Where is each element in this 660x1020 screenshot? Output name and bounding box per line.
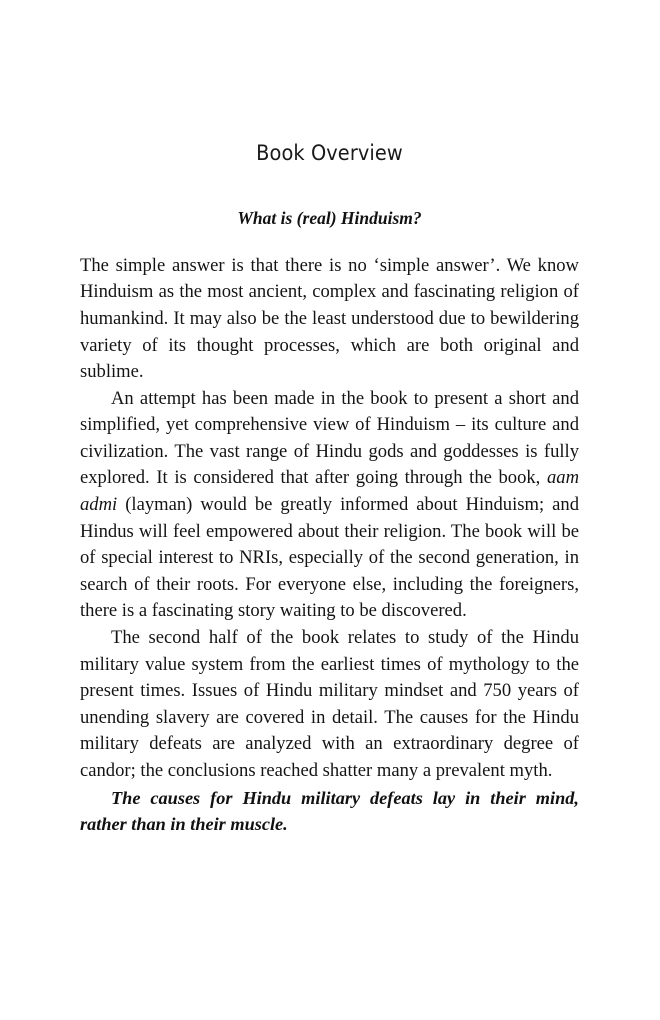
paragraph-1: The simple answer is that there is no ‘simple answer’. We know Hinduism as the most ancient, complex and fascinating religion of humankind. It may also be the least understood due to bewildering variety of its thought processes, which are both original and sublime. xyxy=(80,254,579,383)
section-subtitle: What is (real) Hinduism? xyxy=(237,207,422,228)
text-column xyxy=(80,0,579,838)
page-title: Book Overview xyxy=(256,141,403,166)
paragraph-2-text-before-italic: An attempt has been made in the book to present a short and simplified, yet comprehensive view of Hinduism – its culture and civilization. The vast range of Hindu gods and goddesses is fully explored. It is considered that after going through the book, xyxy=(80,387,579,489)
italic-term-aam-admi: aam admi xyxy=(80,467,579,516)
closing-statement: The causes for Hindu military defeats lay in their mind, rather than in their muscle. xyxy=(80,787,579,835)
paragraph-3: The second half of the book relates to study of the Hindu military value system from the earliest times of mythology to the present times. Issues of Hindu military mindset and 750 years of unending slavery are covered in detail. The causes for the Hindu military defeats are analyzed with an extraordinary degree of candor; the conclusions reached shatter many a prevalent myth. xyxy=(80,627,579,781)
body-text xyxy=(80,229,579,838)
paragraph-2 xyxy=(80,386,579,625)
paragraph-2-text-after-italic: (layman) would be greatly informed about Hinduism; and Hindus will feel empowered about their religion. The book will be of special interest to NRIs, especially of the second generation, in search of their roots. For everyone else, including the foreigners, there is a fascinating story waiting to be discovered. xyxy=(80,494,579,622)
